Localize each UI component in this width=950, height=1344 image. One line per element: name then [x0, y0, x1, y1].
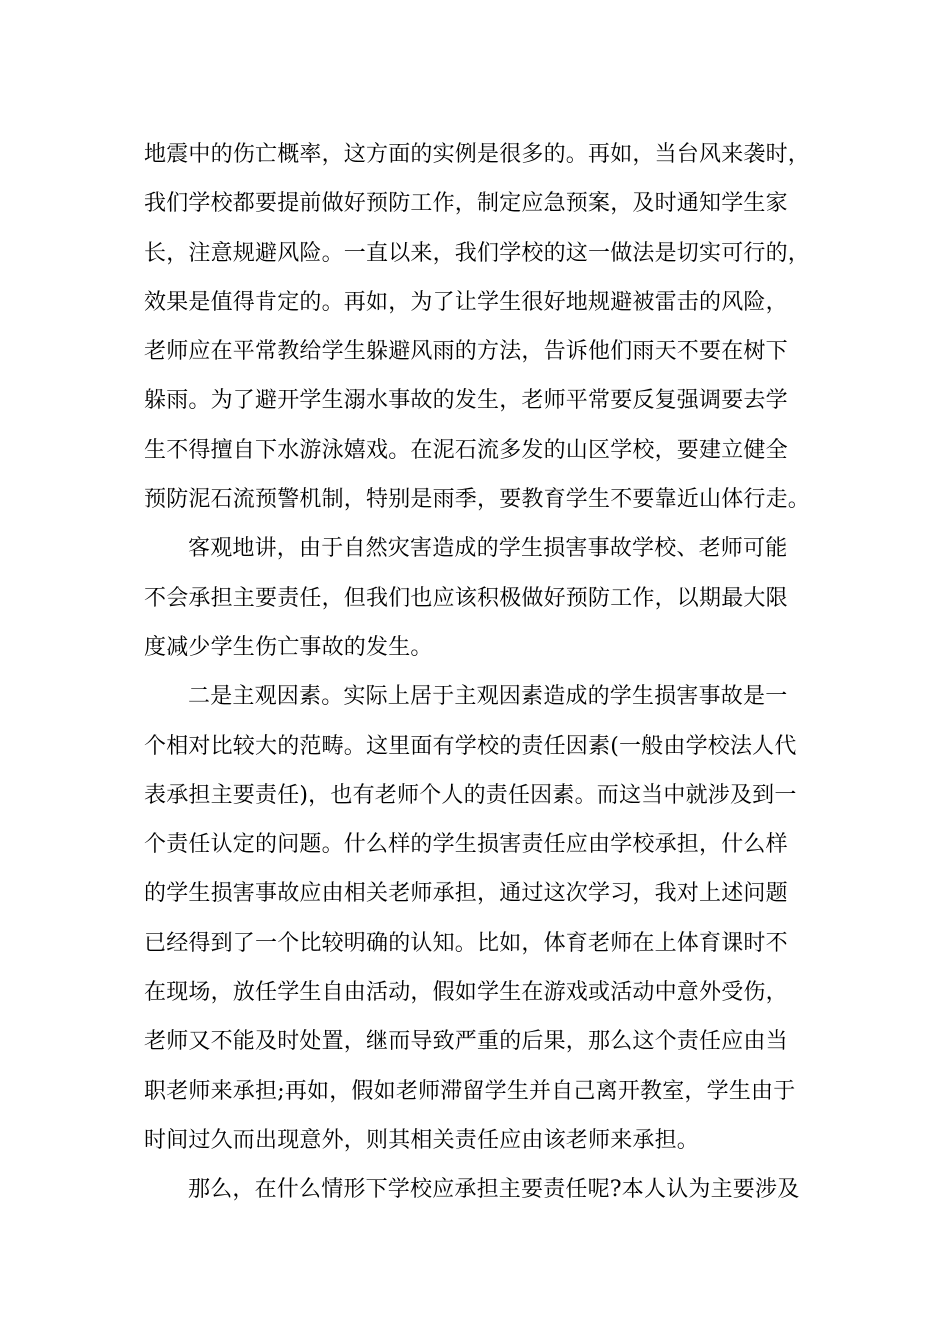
- text-line: 二是主观因素。实际上居于主观因素造成的学生损害事故是一: [188, 684, 788, 710]
- text-line: 老师又不能及时处置，继而导致严重的后果，那么这个责任应由当: [144, 1029, 788, 1055]
- text-line: 生不得擅自下水游泳嬉戏。在泥石流多发的山区学校，要建立健全: [144, 437, 788, 463]
- body-text: [144, 130, 824, 1215]
- text-line: 职老师来承担;再如，假如老师滞留学生并自己离开教室，学生由于: [144, 1078, 796, 1104]
- text-line: 效果是值得肯定的。再如，为了让学生很好地规避被雷击的风险，: [144, 289, 788, 315]
- text-line: 的学生损害事故应由相关老师承担，通过这次学习，我对上述问题: [144, 881, 788, 907]
- text-line: 躲雨。为了避开学生溺水事故的发生，老师平常要反复强调要去学: [144, 388, 788, 414]
- text-line: 长，注意规避风险。一直以来，我们学校的这一做法是切实可行的，: [144, 240, 811, 266]
- text-line: 时间过久而出现意外，则其相关责任应由该老师来承担。: [144, 1127, 700, 1153]
- text-line: 个相对比较大的范畴。这里面有学校的责任因素(一般由学校法人代: [144, 733, 797, 759]
- text-line: 地震中的伤亡概率，这方面的实例是很多的。再如，当台风来袭时，: [144, 142, 811, 167]
- text-line: 度减少学生伤亡事故的发生。: [144, 634, 433, 660]
- text-line: 在现场，放任学生自由活动，假如学生在游戏或活动中意外受伤，: [144, 980, 788, 1006]
- text-line: 老师应在平常教给学生躲避风雨的方法，告诉他们雨天不要在树下: [144, 339, 788, 365]
- text-line: 已经得到了一个比较明确的认知。比如，体育老师在上体育课时不: [144, 930, 788, 956]
- text-line: 不会承担主要责任，但我们也应该积极做好预防工作，以期最大限: [144, 585, 788, 611]
- text-line: 那么，在什么情形下学校应承担主要责任呢?本人认为主要涉及: [188, 1177, 800, 1203]
- text-line: 个责任认定的问题。什么样的学生损害责任应由学校承担，什么样: [144, 832, 788, 858]
- text-line: 我们学校都要提前做好预防工作，制定应急预案，及时通知学生家: [144, 191, 788, 217]
- text-line: 预防泥石流预警机制，特别是雨季，要教育学生不要靠近山体行走。: [144, 487, 811, 513]
- text-line: 客观地讲，由于自然灾害造成的学生损害事故学校、老师可能: [188, 536, 788, 562]
- text-line: 表承担主要责任)，也有老师个人的责任因素。而这当中就涉及到一: [144, 782, 797, 808]
